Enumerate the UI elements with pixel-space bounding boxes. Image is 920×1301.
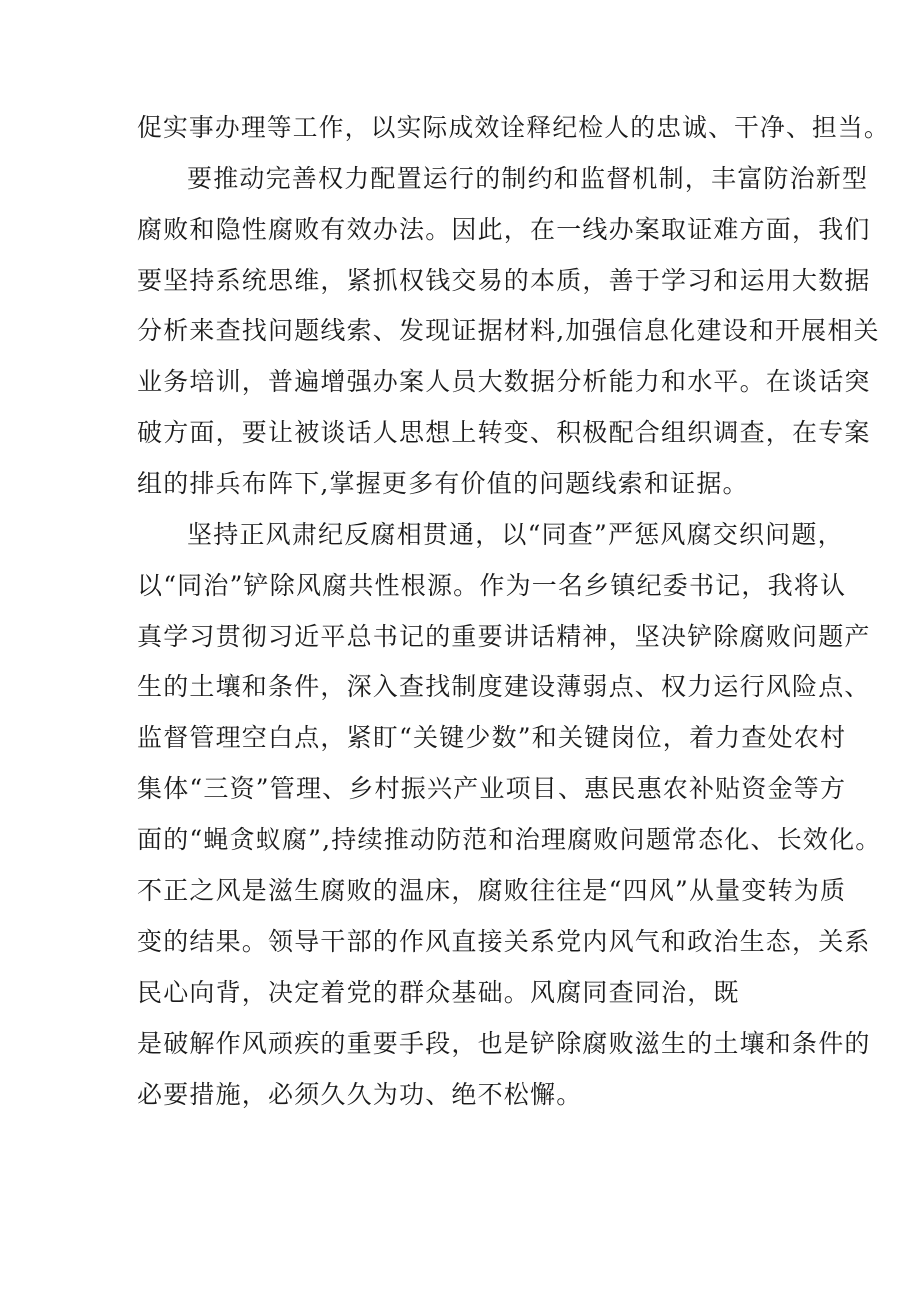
text-line: 业务培训，普遍增强办案人员大数据分析能力和水平。在谈话突 <box>137 367 871 396</box>
text-line: 分析来查找问题线索、发现证据材料,加强信息化建设和开展相关 <box>137 316 880 345</box>
text-line: 真学习贯彻习近平总书记的重要讲话精神，坚决铲除腐败问题产 <box>137 622 871 651</box>
text-line: 必要措施，必须久久为功、绝不松懈。 <box>137 1080 583 1109</box>
text-line: 腐败和隐性腐败有效办法。因此，在一线办案取证难方面，我们 <box>137 215 871 244</box>
text-line: 生的土壤和条件，深入查找制度建设薄弱点、权力运行风险点、 <box>137 672 871 701</box>
text-line: 组的排兵布阵下,掌握更多有价值的问题线索和证据。 <box>137 469 749 498</box>
text-line: 破方面，要让被谈话人思想上转变、积极配合组织调查，在专案 <box>137 418 871 447</box>
text-line: 是破解作风顽疾的重要手段，也是铲除腐败滋生的土壤和条件的 <box>137 1029 871 1058</box>
text-line: 以“同治”铲除风腐共性根源。作为一名乡镇纪委书记，我将认 <box>137 571 847 600</box>
text-line: 促实事办理等工作，以实际成效诠释纪检人的忠诚、干净、担当。 <box>137 113 890 142</box>
text-line: 要坚持系统思维，紧抓权钱交易的本质，善于学习和运用大数据 <box>137 266 871 295</box>
text-line: 面的“蝇贪蚁腐”,持续推动防范和治理腐败问题常态化、长效化。 <box>137 825 882 854</box>
text-line: 监督管理空白点，紧盯“关键少数”和关键岗位，着力查处农村 <box>137 723 847 752</box>
text-line: 集体“三资”管理、乡村振兴产业项目、惠民惠农补贴资金等方 <box>137 774 847 803</box>
text-line: 变的结果。领导干部的作风直接关系党内风气和政治生态，关系 <box>137 927 871 956</box>
paragraph-start-line: 坚持正风肃纪反腐相贯通，以“同查”严惩风腐交织问题， <box>187 520 844 549</box>
text-line: 民心向背，决定着党的群众基础。风腐同查同治，既 <box>137 978 740 1007</box>
text-line: 不正之风是滋生腐败的温床，腐败往往是“四风”从量变转为质 <box>137 876 847 905</box>
paragraph-start-line: 要推动完善权力配置运行的制约和监督机制，丰富防治新型 <box>187 164 869 193</box>
